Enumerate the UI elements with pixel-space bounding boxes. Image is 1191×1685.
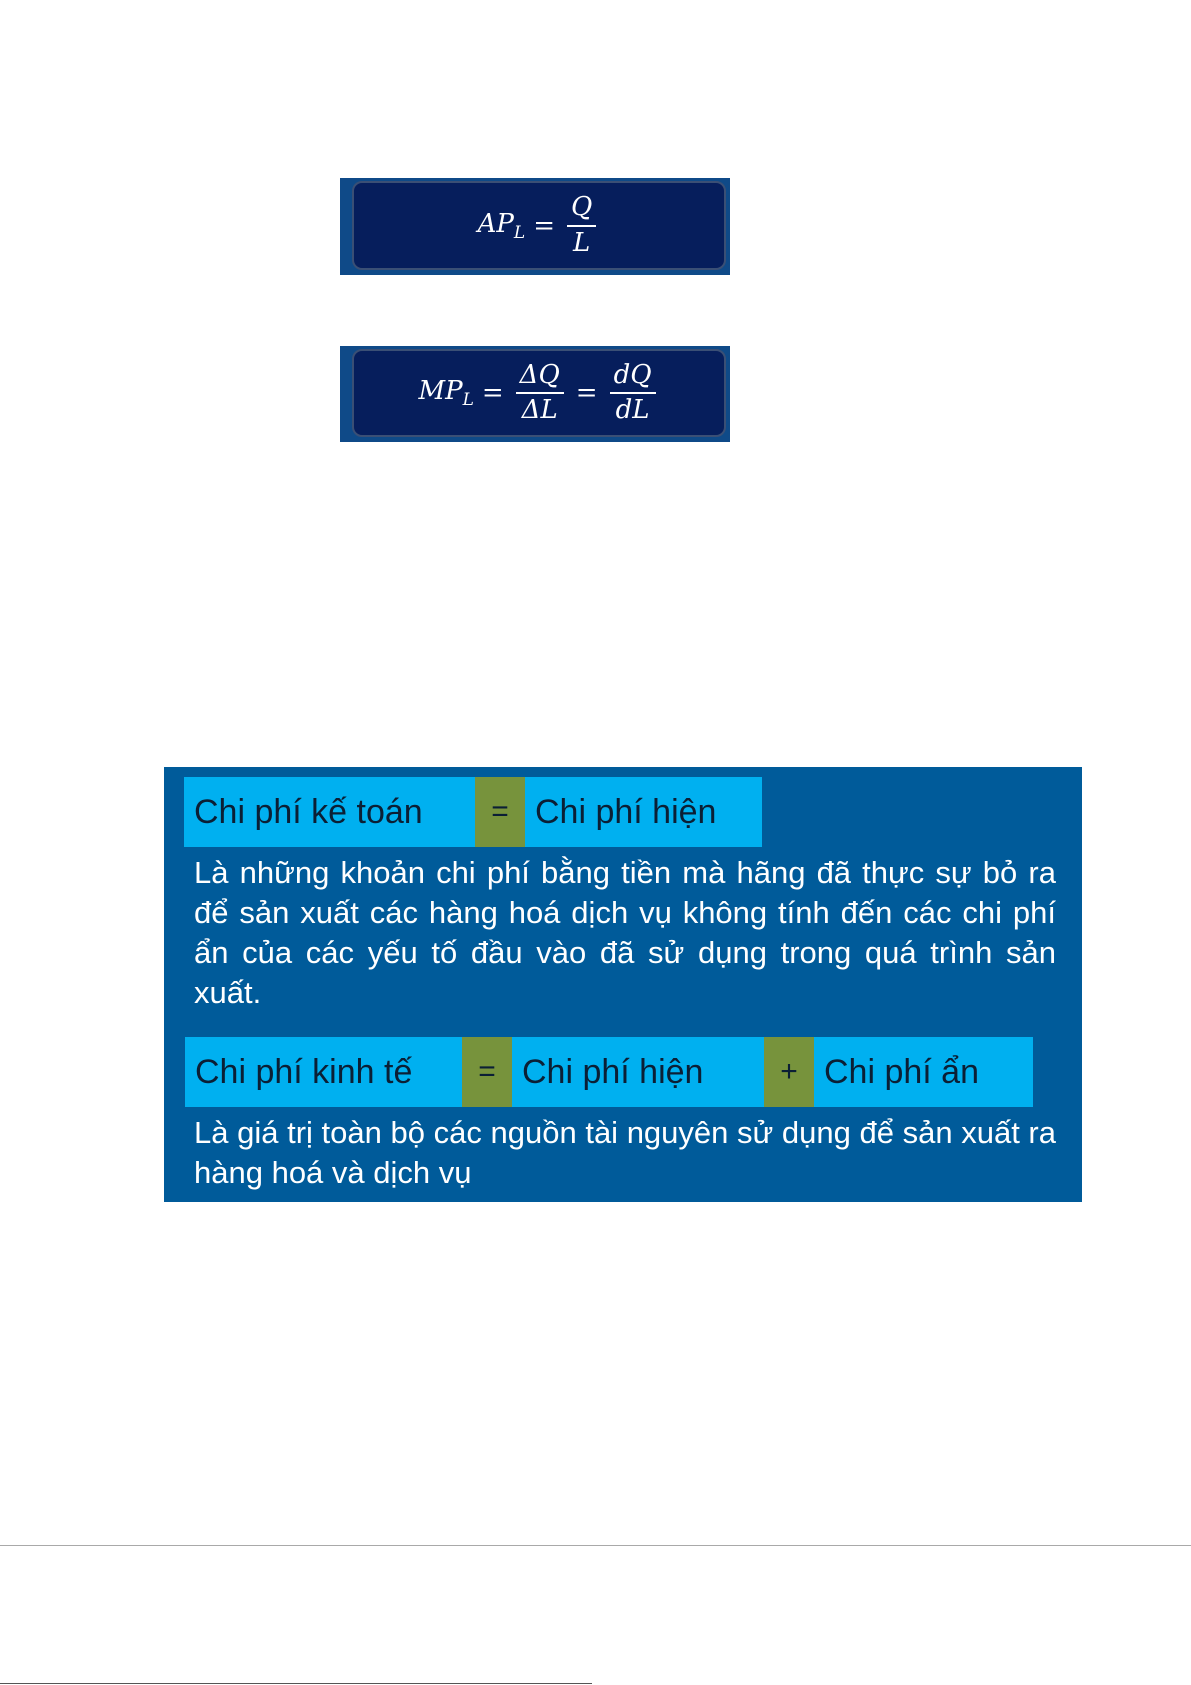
footer-divider <box>0 1545 1191 1546</box>
ap-formula-box <box>340 178 730 275</box>
mp-fraction-derivative <box>610 360 656 426</box>
mp-denominator-delta: ΔL <box>521 395 558 425</box>
ap-formula <box>352 181 726 270</box>
mp-denominator-derivative: dL <box>615 395 650 425</box>
bottom-divider <box>0 1683 592 1684</box>
mp-equals-1: = <box>481 378 504 408</box>
mp-numerator-derivative: dQ <box>610 360 656 394</box>
cost-definitions-panel <box>164 767 1082 1202</box>
economic-cost-equation <box>185 1037 1033 1107</box>
accounting-cost-term: Chi phí kế toán <box>184 777 475 847</box>
mp-lhs: $MP_L$ <box>418 376 474 410</box>
explicit-cost-value: Chi phí hiện <box>525 777 762 847</box>
mp-fraction-delta <box>516 360 564 426</box>
economic-plus-sign: + <box>764 1037 814 1107</box>
implicit-cost-value: Chi phí ẩn <box>814 1037 1033 1107</box>
mp-formula-box <box>340 346 730 442</box>
ap-equals: = <box>533 210 556 241</box>
ap-lhs: $AP_L$ <box>477 208 526 243</box>
accounting-cost-equation <box>184 777 762 847</box>
economic-cost-term: Chi phí kinh tế <box>185 1037 462 1107</box>
accounting-cost-description: Là những khoản chi phí bằng tiền mà hãng đã thực sự bỏ ra để sản xuất các hàng hoá dịch vụ không tính đến các chi phí ẩn của các yếu tố đầu vào đã sử dụng trong quá trình sản xuất. <box>194 855 1056 1010</box>
economic-cost-description: Là giá trị toàn bộ các nguồn tài nguyên sử dụng để sản xuất ra hàng hoá và dịch vụ <box>194 1115 1056 1190</box>
economic-equals-sign: = <box>462 1037 512 1107</box>
ap-numerator: Q <box>567 192 596 226</box>
mp-equals-2: = <box>575 378 598 408</box>
accounting-equals-sign: = <box>475 777 525 847</box>
ap-fraction <box>567 192 596 258</box>
ap-denominator: L <box>573 227 591 258</box>
economic-explicit-cost: Chi phí hiện <box>512 1037 764 1107</box>
mp-formula <box>352 349 726 437</box>
mp-numerator-delta: ΔQ <box>516 360 564 394</box>
